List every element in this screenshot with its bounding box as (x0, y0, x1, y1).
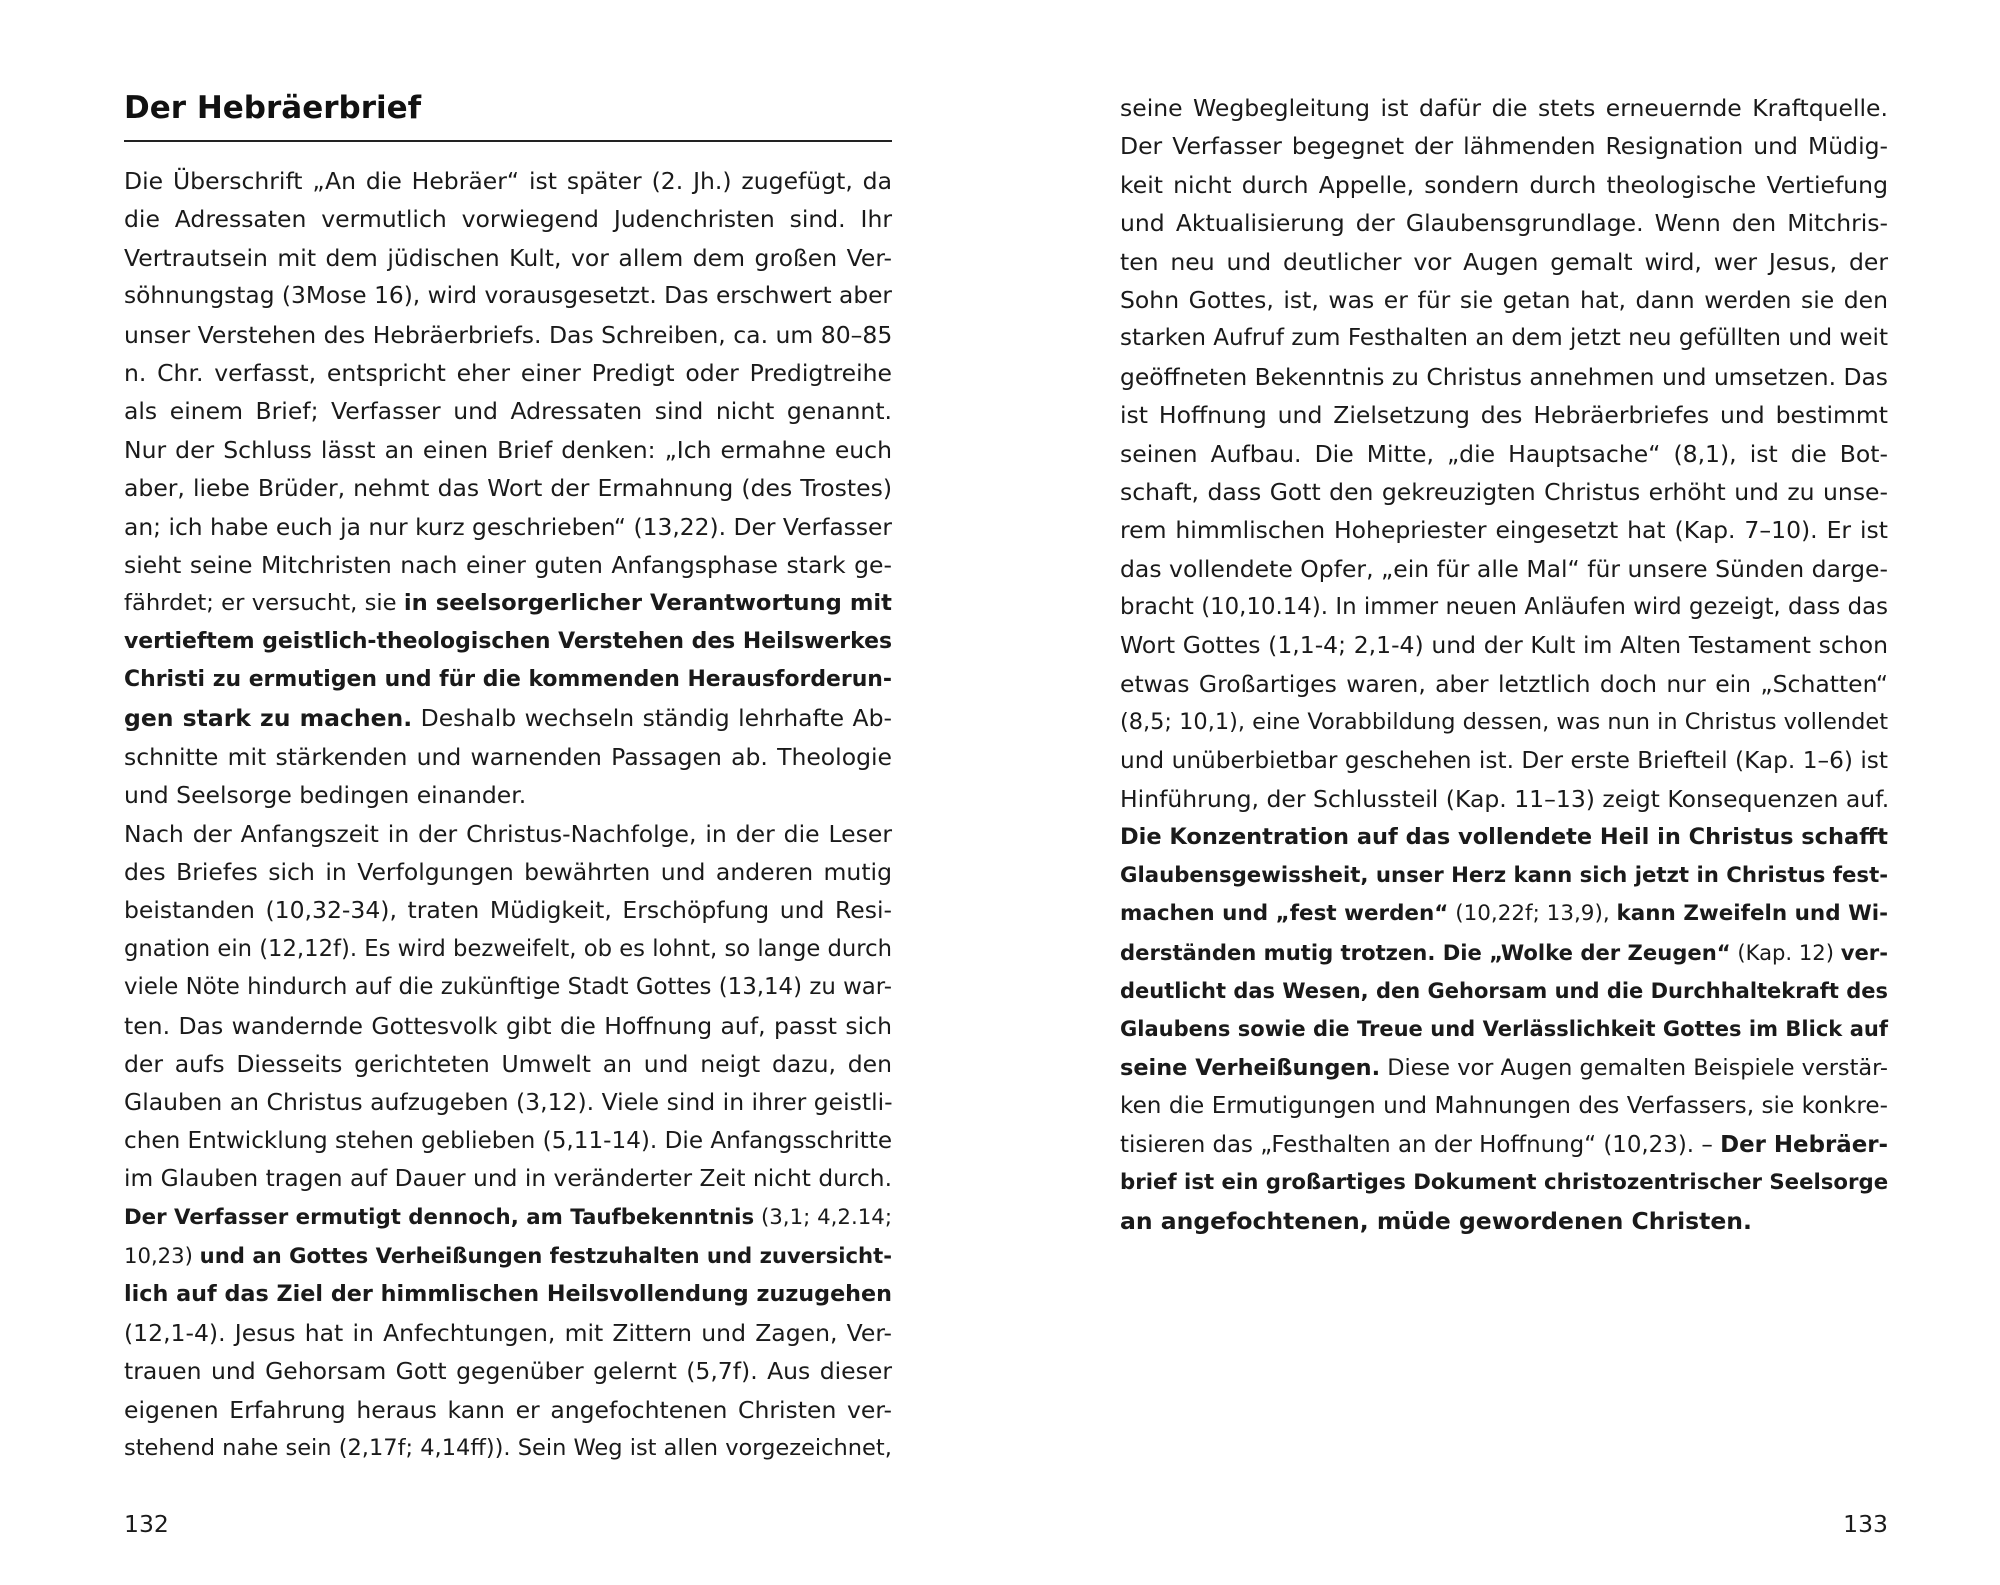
text-run: ist Hoffnung und Zielsetzung des Hebräerbriefes und bestimmt (1120, 401, 1888, 430)
text-line (124, 584, 892, 622)
text-run: (12,1-4). Jesus hat in Anfechtungen, mit Zittern und Zagen, Ver- (124, 1318, 892, 1347)
text-run: Deshalb wechseln ständig lehrhafte Ab- (412, 704, 892, 733)
text-line (1120, 742, 1888, 780)
text-line (124, 1391, 892, 1429)
text-line (1120, 818, 1888, 856)
text-line (1120, 358, 1888, 396)
text-line (1120, 473, 1888, 511)
text-run: ten. Das wandernde Gottesvolk gibt die Hoffnung auf, passt sich (124, 1011, 892, 1040)
text-line (1120, 895, 1888, 933)
text-run: Die Überschrift „An die Hebräer“ ist später (2. Jh.) zugefügt, da (124, 167, 892, 195)
text-run: schnitte mit stärkenden und warnenden Passagen ab. Theologie (124, 742, 892, 771)
text-line (124, 891, 892, 929)
text-line (1120, 204, 1888, 242)
text-line (1120, 1164, 1888, 1202)
text-run: und Aktualisierung der Glaubensgrundlage. Wenn den Mitchris- (1120, 209, 1888, 238)
text-line (124, 1045, 892, 1083)
text-line (124, 699, 892, 737)
text-run: und Seelsorge bedingen einander. (124, 781, 527, 810)
text-line (124, 162, 892, 200)
text-line (124, 1160, 892, 1198)
text-run: unser Verstehen des Hebräerbriefs. Das Schreiben, ca. um 80–85 (124, 320, 893, 349)
text-line (1120, 972, 1888, 1010)
text-run: stehend nahe sein (2,17f; 4,14ff)). Sein Weg ist allen vorgezeichnet, (124, 1434, 892, 1461)
left-page (124, 0, 892, 1585)
bold-text-run: an angefochtenen, müde gewordenen Christen. (1120, 1207, 1752, 1236)
text-line (124, 1237, 892, 1275)
text-line (124, 316, 892, 354)
text-line (124, 1083, 892, 1121)
text-run: Glauben an Christus aufzugeben (3,12). Viele sind in ihrer geistli- (124, 1088, 893, 1117)
text-run: Der Verfasser begegnet der lähmenden Resignation und Müdig- (1120, 132, 1888, 161)
text-run: seinen Aufbau. Die Mitte, „die Hauptsache“ (8,1), ist die Bot- (1120, 439, 1888, 468)
text-run: Vertrautsein mit dem jüdischen Kult, vor allem dem großen Ver- (124, 243, 892, 272)
bold-text-run: Glaubensgewissheit, unser Herz kann sich jetzt in Christus fest- (1120, 862, 1889, 888)
text-line (1120, 703, 1888, 741)
text-line (1120, 243, 1888, 281)
text-run: (10,22f; 13,9), (1448, 901, 1617, 927)
text-run: Hinführung, der Schlussteil (Kap. 11–13) zeigt Konsequenzen auf. (1120, 785, 1890, 814)
heading-rule (124, 140, 892, 142)
text-run: starken Aufruf zum Festhalten an dem jetzt neu gefüllten und weit (1120, 325, 1888, 352)
text-run: die Adressaten vermutlich vorwiegend Judenchristen sind. Ihr (124, 205, 892, 234)
page-number-left: 132 (124, 1510, 169, 1538)
text-run: Wort Gottes (1,1-4; 2,1-4) und der Kult im Alten Testament schon (1120, 631, 1888, 660)
text-run: beistanden (10,32-34), traten Müdigkeit, Erschöpfung und Resi- (124, 896, 892, 925)
text-line (124, 738, 892, 776)
text-line (124, 1314, 892, 1352)
text-line (124, 546, 892, 584)
text-line (124, 469, 892, 507)
text-run: Nach der Anfangszeit in der Christus-Nachfolge, in der die Leser (124, 819, 892, 848)
text-line (124, 239, 892, 277)
text-run: 10,23) (124, 1242, 200, 1268)
text-line (124, 930, 892, 968)
text-run: eigenen Erfahrung heraus kann er angefochtenen Christen ver- (124, 1395, 892, 1424)
text-line (124, 1007, 892, 1045)
text-line (124, 277, 892, 315)
bold-text-run: machen und „fest werden“ (1120, 901, 1449, 927)
bold-text-run: gen stark zu machen. (124, 704, 413, 733)
bold-text-run: vertieftem geistlich-theologischen Verstehen des Heilswerkes (124, 628, 892, 654)
bold-text-run: Die Konzentration auf das vollendete Heil in Christus schafft (1120, 824, 1889, 851)
bold-text-run: brief ist ein großartiges Dokument christozentrischer Seelsorge (1120, 1169, 1889, 1195)
text-line (124, 623, 892, 661)
text-line (1120, 857, 1888, 895)
text-run: und unüberbietbar geschehen ist. Der erste Briefteil (Kap. 1–6) ist (1120, 746, 1888, 774)
left-page-body (124, 162, 892, 1467)
bold-text-run: lich auf das Ziel der himmlischen Heilsvollendung zuzugehen (124, 1281, 892, 1308)
text-run: Sohn Gottes, ist, was er für sie getan hat, dann werden sie den (1120, 285, 1888, 314)
text-run: der aufs Diesseits gerichteten Umwelt an und neigt dazu, den (124, 1049, 892, 1078)
text-run: an; ich habe euch ja nur kurz geschrieben“ (13,22). Der Verfasser (124, 512, 892, 541)
text-line (1120, 281, 1888, 319)
bold-text-run: deutlicht das Wesen, den Gehorsam und die Durchhaltekraft des (1120, 978, 1888, 1003)
right-page (1120, 0, 1888, 1585)
text-run: n. Chr. verfasst, entspricht eher einer Predigt oder Predigtreihe (124, 358, 892, 387)
text-line (1120, 1087, 1888, 1125)
text-line (1120, 665, 1888, 703)
text-run: ken die Ermutigungen und Mahnungen des Verfassers, sie konkre- (1120, 1093, 1888, 1120)
text-line (1120, 550, 1888, 588)
text-line (124, 1275, 892, 1313)
text-line (124, 661, 892, 699)
bold-text-run: Christi zu ermutigen und für die kommenden Herausforderun- (124, 667, 893, 693)
page-number-right: 133 (1843, 1510, 1888, 1538)
text-line (124, 508, 892, 546)
text-run: rem himmlischen Hohepriester eingesetzt hat (Kap. 7–10). Er ist (1120, 516, 1888, 545)
text-line (124, 776, 892, 814)
text-run: (Kap. 12) (1730, 939, 1841, 965)
text-line (124, 1429, 892, 1467)
text-run: bracht (10,10.14). In immer neuen Anläufen wird gezeigt, dass das (1120, 594, 1888, 621)
text-run: etwas Großartiges waren, aber letztlich doch nur ein „Schatten“ (1120, 669, 1888, 698)
text-line (124, 1122, 892, 1160)
text-line (1120, 396, 1888, 434)
text-line (1120, 1202, 1888, 1240)
bold-text-run: Der Hebräer- (1720, 1131, 1889, 1158)
text-line (1120, 1126, 1888, 1164)
text-run: Diese vor Augen gemalten Beispiele verstär- (1380, 1054, 1888, 1081)
text-run: als einem Brief; Verfasser und Adressaten sind nicht genannt. (124, 397, 892, 426)
text-run: sieht seine Mitchristen nach einer guten Anfangsphase stark ge- (124, 550, 892, 579)
text-line (124, 1352, 892, 1390)
chapter-heading: Der Hebräerbrief (124, 90, 422, 126)
text-run: trauen und Gehorsam Gott gegenüber gelernt (5,7f). Aus dieser (124, 1357, 892, 1386)
text-line (124, 1199, 892, 1237)
text-run: chen Entwicklung stehen geblieben (5,11-14). Die Anfangsschritte (124, 1127, 893, 1154)
text-line (1120, 166, 1888, 204)
text-run: söhnungstag (3Mose 16), wird vorausgesetzt. Das erschwert aber (124, 282, 892, 310)
text-line (124, 354, 892, 392)
text-line (124, 853, 892, 891)
text-run: geöffneten Bekenntnis zu Christus annehmen und umsetzen. Das (1120, 362, 1888, 391)
text-line (1120, 435, 1888, 473)
bold-text-run: kann Zweifeln und Wi- (1616, 901, 1888, 927)
text-line (1120, 780, 1888, 818)
text-run: aber, liebe Brüder, nehmt das Wort der Ermahnung (des Trostes) (124, 474, 892, 503)
bold-text-run: Glaubens sowie die Treue und Verlässlichkeit Gottes im Blick auf (1120, 1016, 1888, 1042)
bold-text-run: seine Verheißungen. (1120, 1054, 1381, 1081)
bold-text-run: derständen mutig trotzen. Die „Wolke der Zeugen“ (1120, 939, 1731, 965)
text-run: viele Nöte hindurch auf die zukünftige Stadt Gottes (13,14) zu war- (124, 974, 892, 1001)
text-run: schaft, dass Gott den gekreuzigten Christus erhöht und zu unse- (1120, 477, 1888, 506)
bold-text-run: Der Verfasser ermutigt dennoch, am Taufbekenntnis (124, 1204, 755, 1230)
text-run: fährdet; er versucht, sie (124, 590, 404, 617)
bold-text-run: und an Gottes Verheißungen festzuhalten und zuversicht- (199, 1242, 892, 1268)
bold-text-run: in seelsorgerlicher Verantwortung mit (403, 590, 892, 617)
text-line (1120, 588, 1888, 626)
text-run: seine Wegbegleitung ist dafür die stets erneuernde Kraftquelle. (1120, 94, 1888, 122)
text-run: ten neu und deutlicher vor Augen gemalt wird, wer Jesus, der (1120, 247, 1888, 276)
text-line (124, 200, 892, 238)
text-run: (8,5; 10,1), eine Vorabbildung dessen, was nun in Christus vollendet (1120, 709, 1888, 736)
text-line (1120, 89, 1888, 127)
text-line (1120, 1010, 1888, 1048)
text-line (124, 431, 892, 469)
right-page-body (1120, 89, 1888, 1241)
text-run: des Briefes sich in Verfolgungen bewährten und anderen mutig (124, 858, 892, 887)
text-run: keit nicht durch Appelle, sondern durch theologische Vertiefung (1120, 170, 1888, 199)
text-run: im Glauben tragen auf Dauer und in veränderter Zeit nicht durch. (124, 1165, 892, 1193)
text-run: das vollendete Opfer, „ein für alle Mal“ für unsere Sünden darge- (1120, 554, 1888, 583)
text-line (1120, 1049, 1888, 1087)
text-line (1120, 934, 1888, 972)
text-run: (3,1; 4,2.14; (754, 1204, 892, 1230)
text-line (1120, 511, 1888, 549)
text-line (124, 968, 892, 1006)
text-run: Nur der Schluss lässt an einen Brief denken: „Ich ermahne euch (124, 435, 892, 464)
bold-text-run: ver- (1840, 939, 1888, 965)
text-run: gnation ein (12,12f). Es wird bezweifelt, ob es lohnt, so lange durch (124, 935, 892, 962)
text-line (1120, 626, 1888, 664)
text-line (1120, 319, 1888, 357)
text-line (124, 815, 892, 853)
text-run: tisieren das „Festhalten an der Hoffnung“ (10,23). – (1120, 1131, 1721, 1158)
text-line (124, 392, 892, 430)
text-line (1120, 127, 1888, 165)
